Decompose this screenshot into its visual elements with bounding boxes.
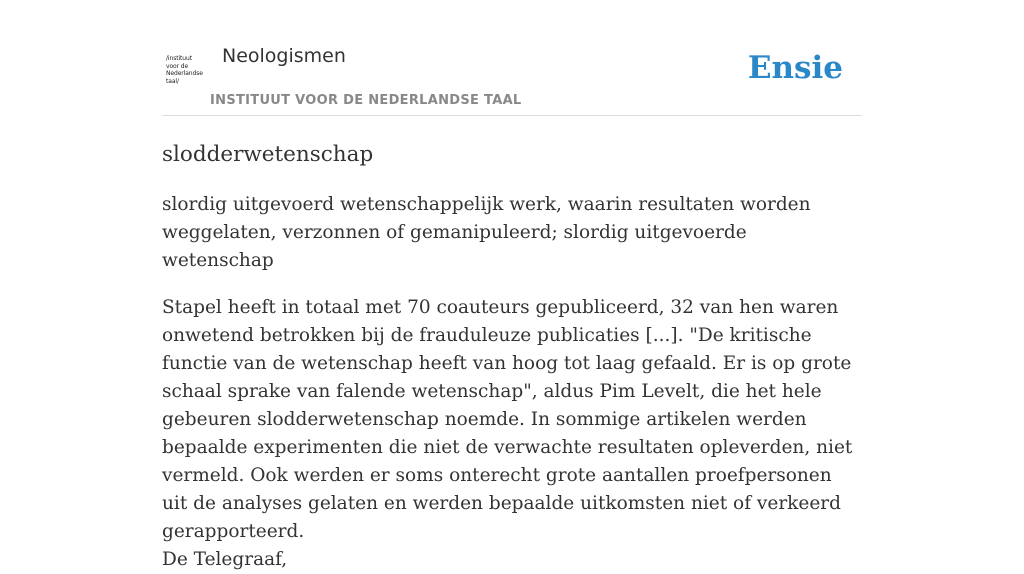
logo-line: /instituut	[166, 55, 192, 62]
entry-definition: slordig uitgevoerd wetenschappelijk werk, waarin resultaten worden weggelaten, verzonnen of gemanipuleerd; slordig uitgevoerde wetenschap	[162, 194, 811, 271]
quote-text: Stapel heeft in totaal met 70 coauteurs gepubliceerd, 32 van hen waren onwetend betrokken bij de frauduleuze publicaties [...]. "De kritische functie van de wetenschap heeft van hoog tot laag gefaald. Er is op grote schaal sprake van falende wetenschap", aldus Pim Levelt, die het hele gebeuren slodderwetenschap noemde. In sommige artikelen werden bepaalde experimenten die niet de verwachte resultaten opleverden, niet vermeld. Ook werden er soms onterecht grote aantallen proefpersonen uit de analyses gelaten en werden bepaalde uitkomsten niet of verkeerd gerapporteerd.	[162, 297, 853, 542]
logo-line: Nederlandse	[166, 70, 203, 77]
app-name-link[interactable]: Neologismen	[222, 45, 346, 67]
entry-card	[162, 0, 862, 574]
quote-source: De Telegraaf,	[162, 549, 288, 570]
entry-quote	[162, 294, 862, 574]
header	[162, 0, 862, 116]
entry-term: slodderwetenschap	[162, 142, 374, 167]
logo-line: taal/	[166, 77, 179, 85]
logo-line: voor de	[166, 62, 189, 70]
organization-name: INSTITUUT VOOR DE NEDERLANDSE TAAL	[210, 93, 522, 108]
ensie-brand-link[interactable]: Ensie	[747, 50, 843, 86]
institute-logo[interactable]	[166, 55, 208, 85]
